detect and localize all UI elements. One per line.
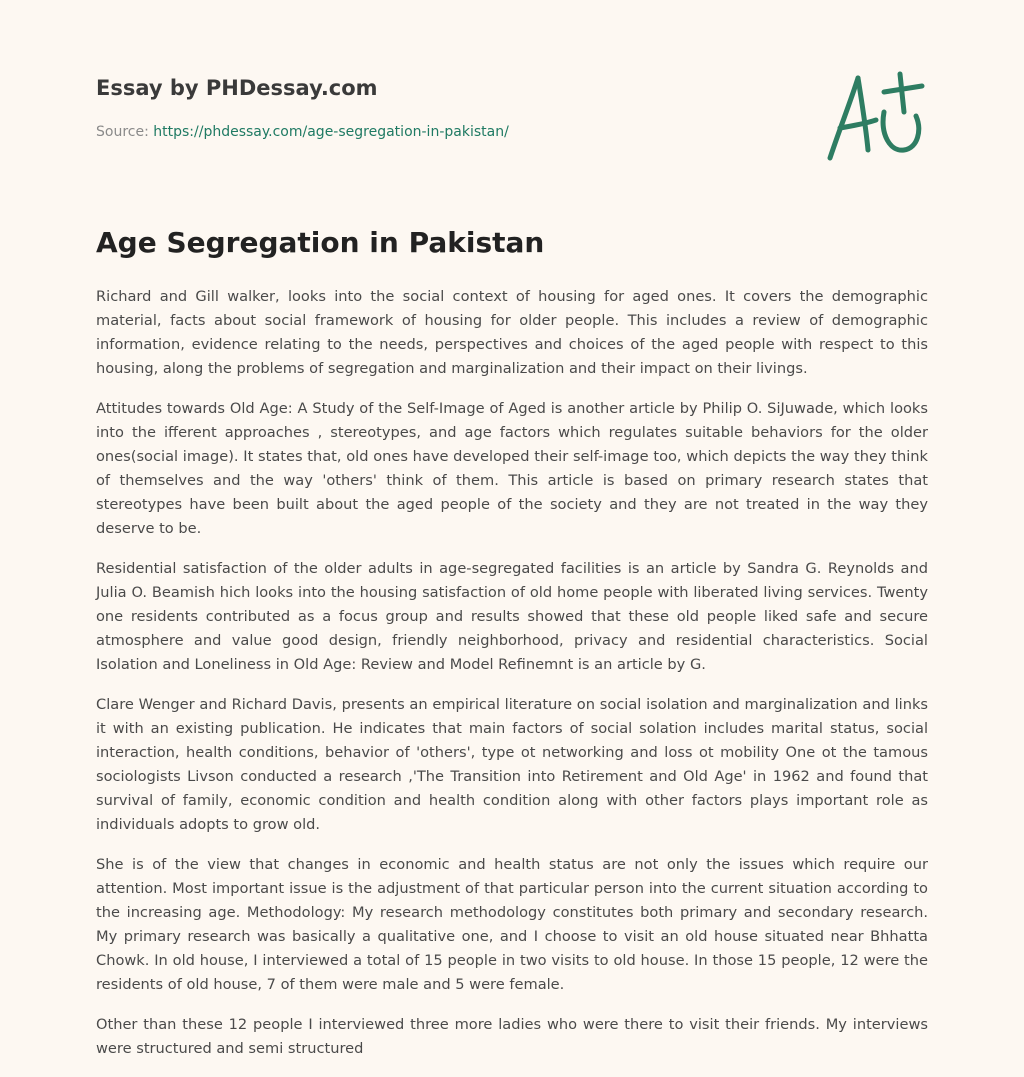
- a-plus-grade-icon: [818, 68, 928, 164]
- essay-paragraph: Clare Wenger and Richard Davis, presents an empirical literature on social isolation and marginalization and links it with an existing publication. He indicates that main factors of social solation includes marital status, social interaction, health conditions, behavior of 'others', type ot networking and loss ot mobility One ot the tamous sociologists Livson conducted a research ,'The Transition into Retirement and Old Age' in 1962 and found that survival of family, economic condition and health condition along with other factors plays important role as individuals adopts to grow old.: [96, 696, 928, 833]
- site-brand: Essay by PHDessay.com: [96, 76, 378, 100]
- source-label: Source:: [96, 124, 154, 140]
- essay-paragraph: She is of the view that changes in economic and health status are not only the issues which require our attention. Most important issue is the adjustment of that particular person into the current situation according to the increasing age. Methodology: My research methodology constitutes both primary and secondary research. My primary research was basically a qualitative one, and I choose to visit an old house situated near Bhhatta Chowk. In old house, I interviewed a total of 15 people in two visits to old house. In those 15 people, 12 were the residents of old house, 7 of them were male and 5 were female.: [96, 856, 928, 993]
- essay-body: [96, 285, 928, 1077]
- source-line: [96, 124, 509, 140]
- essay-paragraph: Attitudes towards Old Age: A Study of the Self-Image of Aged is another article by Philip O. SiJuwade, which looks into the ifferent approaches , stereotypes, and age factors which regulates suitable behaviors for the older ones(social image). It states that, old ones have developed their self-image too, which depicts the way they think of themselves and the way 'others' think of them. This article is based on primary research states that stereotypes have been built about the aged people of the society and they are not treated in the way they deserve to be.: [96, 400, 928, 537]
- source-link[interactable]: https://phdessay.com/age-segregation-in-pakistan/: [153, 124, 509, 140]
- essay-title: Age Segregation in Pakistan: [96, 226, 545, 259]
- essay-paragraph: Richard and Gill walker, looks into the social context of housing for aged ones. It covers the demographic material, facts about social framework of housing for older people. This includes a review of demographic information, evidence relating to the needs, perspectives and choices of the aged people with respect to this housing, along the problems of segregation and marginalization and their impact on their livings.: [96, 288, 928, 377]
- essay-paragraph: Residential satisfaction of the older adults in age-segregated facilities is an article by Sandra G. Reynolds and Julia O. Beamish hich looks into the housing satisfaction of old home people with liberated living services. Twenty one residents contributed as a focus group and results showed that these old people liked safe and secure atmosphere and value good design, friendly neighborhood, privacy and residential characteristics. Social Isolation and Loneliness in Old Age: Review and Model Refinemnt is an article by G.: [96, 560, 928, 673]
- essay-paragraph: Other than these 12 people I interviewed three more ladies who were there to visit their friends. My interviews were structured and semi structured: [96, 1016, 928, 1057]
